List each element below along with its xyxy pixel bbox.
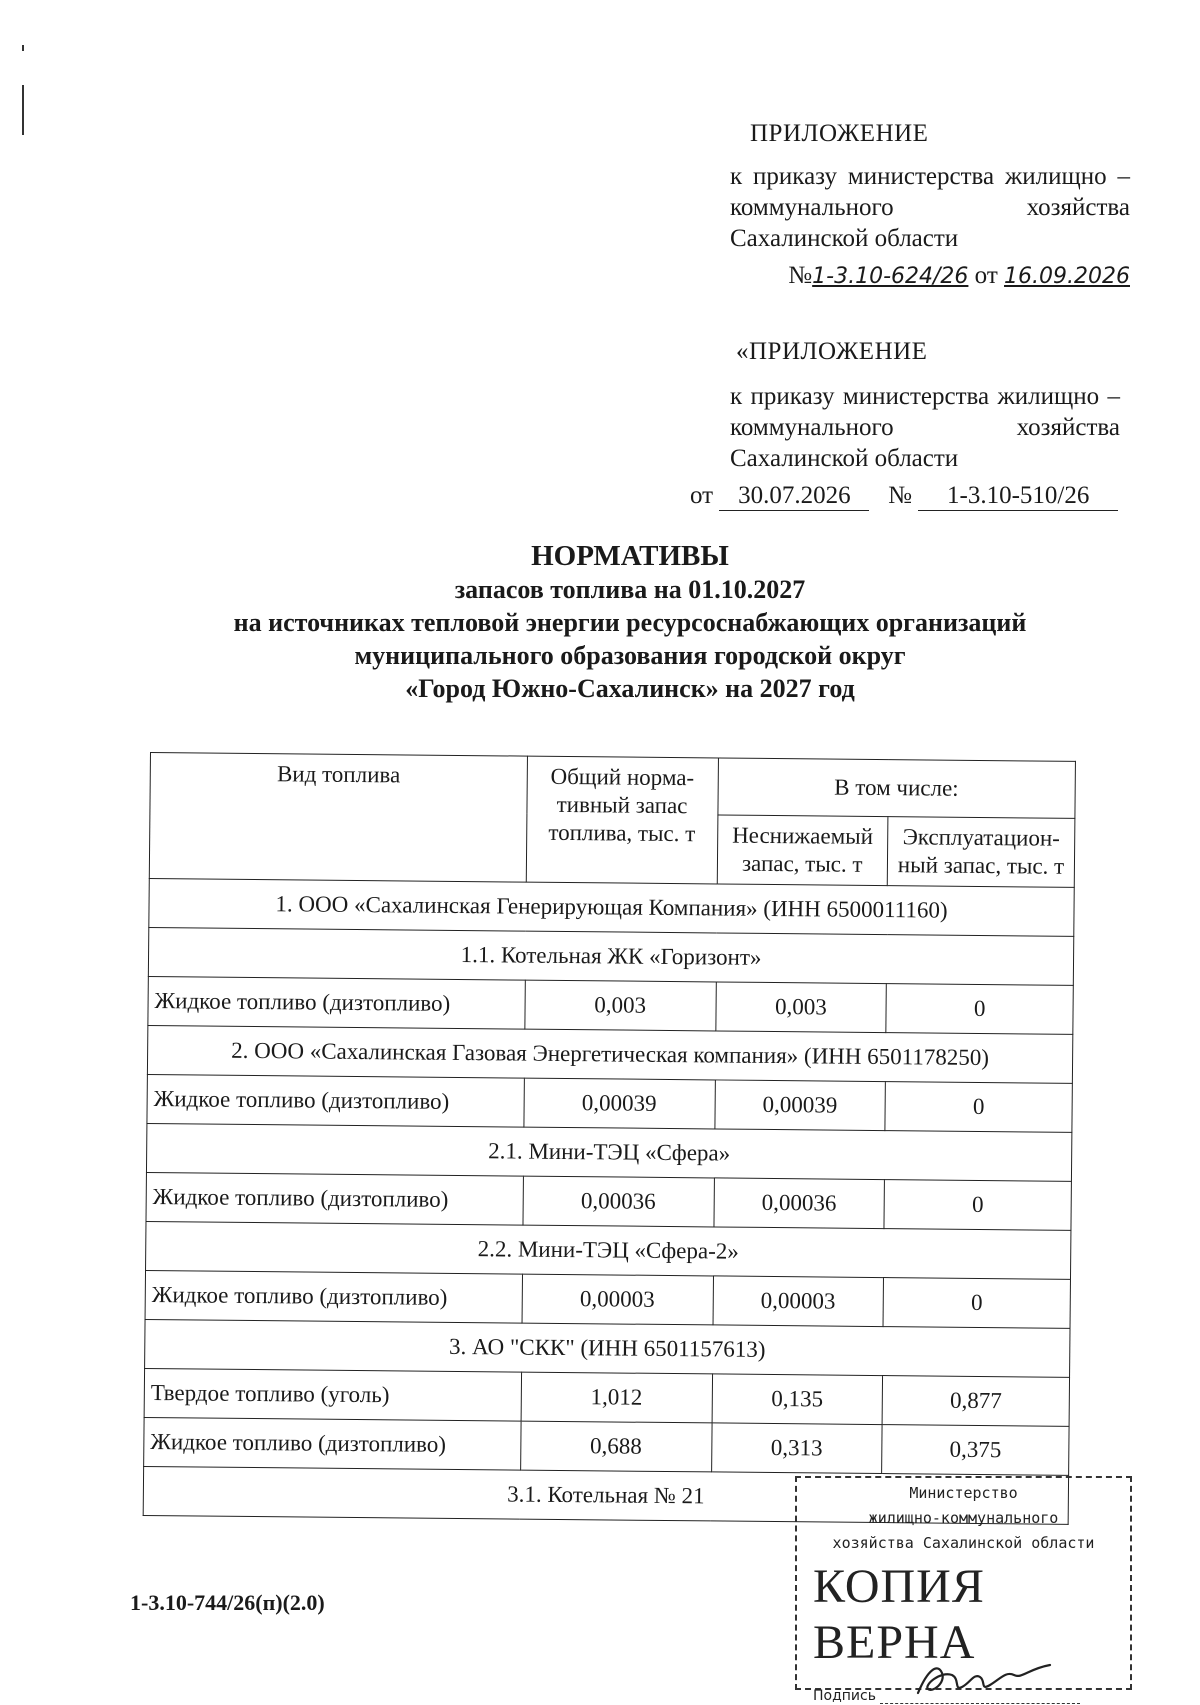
table-row: [146, 1221, 1071, 1279]
appendix-2-date: 30.07.2026: [719, 482, 869, 511]
cell-fuel: Жидкое топливо (дизтопливо): [145, 1270, 522, 1323]
copy-certified-stamp: [795, 1476, 1132, 1704]
cell-operational: 0: [886, 984, 1073, 1035]
cell-total: 0,003: [525, 980, 716, 1031]
title-line-1: запасов топлива на 01.10.2027: [454, 575, 806, 604]
appendix-2-text: к приказу министерства жилищно – коммунального хозяйства Сахалинской области: [730, 383, 1120, 472]
section-row: 2.1. Мини-ТЭЦ «Сфера»: [146, 1123, 1071, 1181]
section-row: 2.2. Мини-ТЭЦ «Сфера-2»: [146, 1221, 1071, 1279]
cell-fuel: Твердое топливо (уголь): [144, 1368, 521, 1421]
appendix-1-number-prefix: №: [788, 262, 813, 289]
stamp-signature-row: [813, 1681, 1130, 1704]
appendix-1-date-prefix: от: [974, 262, 998, 289]
header-operational: Эксплуатацион-ный запас, тыс. т: [887, 817, 1074, 888]
table-row: [144, 1417, 1069, 1475]
margin-mark: [22, 45, 24, 51]
document-title: [130, 540, 1130, 705]
table-row: [147, 1074, 1072, 1132]
signature-icon: [910, 1659, 1060, 1699]
appendix-2-ref: [690, 482, 1118, 511]
cell-fuel: Жидкое топливо (дизтопливо): [144, 1417, 521, 1470]
appendix-2-number-prefix: №: [888, 482, 912, 509]
margin-mark: [22, 85, 24, 135]
table-row: [146, 1123, 1071, 1181]
table-row: [145, 1270, 1070, 1328]
appendix-2: [730, 336, 1130, 474]
cell-irreducible: 0,003: [715, 982, 886, 1033]
cell-fuel: Жидкое топливо (дизтопливо): [148, 976, 525, 1029]
document-code: 1-3.10-744/26(п)(2.0): [130, 1590, 325, 1615]
cell-irreducible: 0,313: [711, 1423, 882, 1474]
stamp-line-1: Министерство: [909, 1484, 1018, 1502]
table-row: [148, 976, 1073, 1034]
cell-fuel: Жидкое топливо (дизтопливо): [147, 1074, 524, 1127]
cell-total: 0,688: [520, 1421, 711, 1472]
header-including: В том числе:: [717, 758, 1075, 818]
stamp-main: КОПИЯ ВЕРНА: [813, 1560, 985, 1669]
signature-label: Подпись: [813, 1688, 876, 1704]
cell-total: 0,00036: [523, 1176, 714, 1227]
appendix-1-number: 1-3.10-624/26: [812, 264, 969, 289]
cell-operational: 0: [885, 1082, 1072, 1133]
section-row: 1.1. Котельная ЖК «Горизонт»: [148, 927, 1073, 985]
cell-total: 0,00003: [522, 1274, 713, 1325]
cell-operational: 0: [884, 1180, 1071, 1231]
cell-irreducible: 0,135: [712, 1374, 883, 1425]
appendix-1-ref: [730, 260, 1130, 292]
header-irreducible: Неснижаемый запас, тыс. т: [717, 815, 888, 886]
table-row: [149, 878, 1074, 936]
table-row: [144, 1368, 1069, 1426]
appendix-2-number: 1-3.10-510/26: [918, 482, 1118, 511]
stamp-line-3: хозяйства Сахалинской области: [832, 1534, 1095, 1552]
appendix-1: [730, 118, 1130, 292]
appendix-1-date: 16.09.2026: [1004, 264, 1130, 289]
appendix-1-title: ПРИЛОЖЕНИЕ: [750, 120, 929, 147]
cell-fuel: Жидкое топливо (дизтопливо): [146, 1172, 523, 1225]
table-row: [148, 927, 1073, 985]
appendix-2-date-prefix: от: [690, 482, 714, 509]
cell-irreducible: 0,00039: [714, 1080, 885, 1131]
title-line-2: на источниках тепловой энергии ресурсоснабжающих организаций: [233, 608, 1027, 637]
cell-total: 1,012: [521, 1372, 712, 1423]
cell-operational: 0,877: [882, 1376, 1069, 1427]
stamp-line-2: жилищно-коммунального: [868, 1509, 1059, 1527]
cell-operational: 0,375: [882, 1425, 1069, 1476]
appendix-1-text: к приказу министерства жилищно – коммунального хозяйства Сахалинской области: [730, 163, 1130, 252]
header-total: Общий норма-тивный запас топлива, тыс. т: [526, 756, 718, 884]
table-row: [146, 1172, 1071, 1230]
table-row: [145, 1319, 1070, 1377]
appendix-2-title: «ПРИЛОЖЕНИЕ: [736, 338, 928, 365]
cell-irreducible: 0,00036: [713, 1178, 884, 1229]
signature-line: [880, 1681, 1080, 1704]
header-fuel-type: Вид топлива: [149, 753, 527, 883]
table-row: [147, 1025, 1072, 1083]
cell-total: 0,00039: [524, 1078, 715, 1129]
section-row: 2. ООО «Сахалинская Газовая Энергетическая компания» (ИНН 6501178250): [147, 1025, 1072, 1083]
fuel-norms-table: [143, 752, 1076, 1525]
cell-operational: 0: [883, 1278, 1070, 1329]
title-line-4: «Город Южно-Сахалинск» на 2027 год: [405, 674, 855, 703]
section-row: 3. АО "СКК" (ИНН 6501157613): [145, 1319, 1070, 1377]
section-row: 3.1. Котельная № 21: [143, 1466, 1068, 1524]
title-line-3: муниципального образования городской округ: [354, 641, 906, 670]
title-main: НОРМАТИВЫ: [531, 540, 729, 572]
section-row: 1. ООО «Сахалинская Генерирующая Компания» (ИНН 6500011160): [149, 878, 1074, 936]
cell-irreducible: 0,00003: [713, 1276, 884, 1327]
